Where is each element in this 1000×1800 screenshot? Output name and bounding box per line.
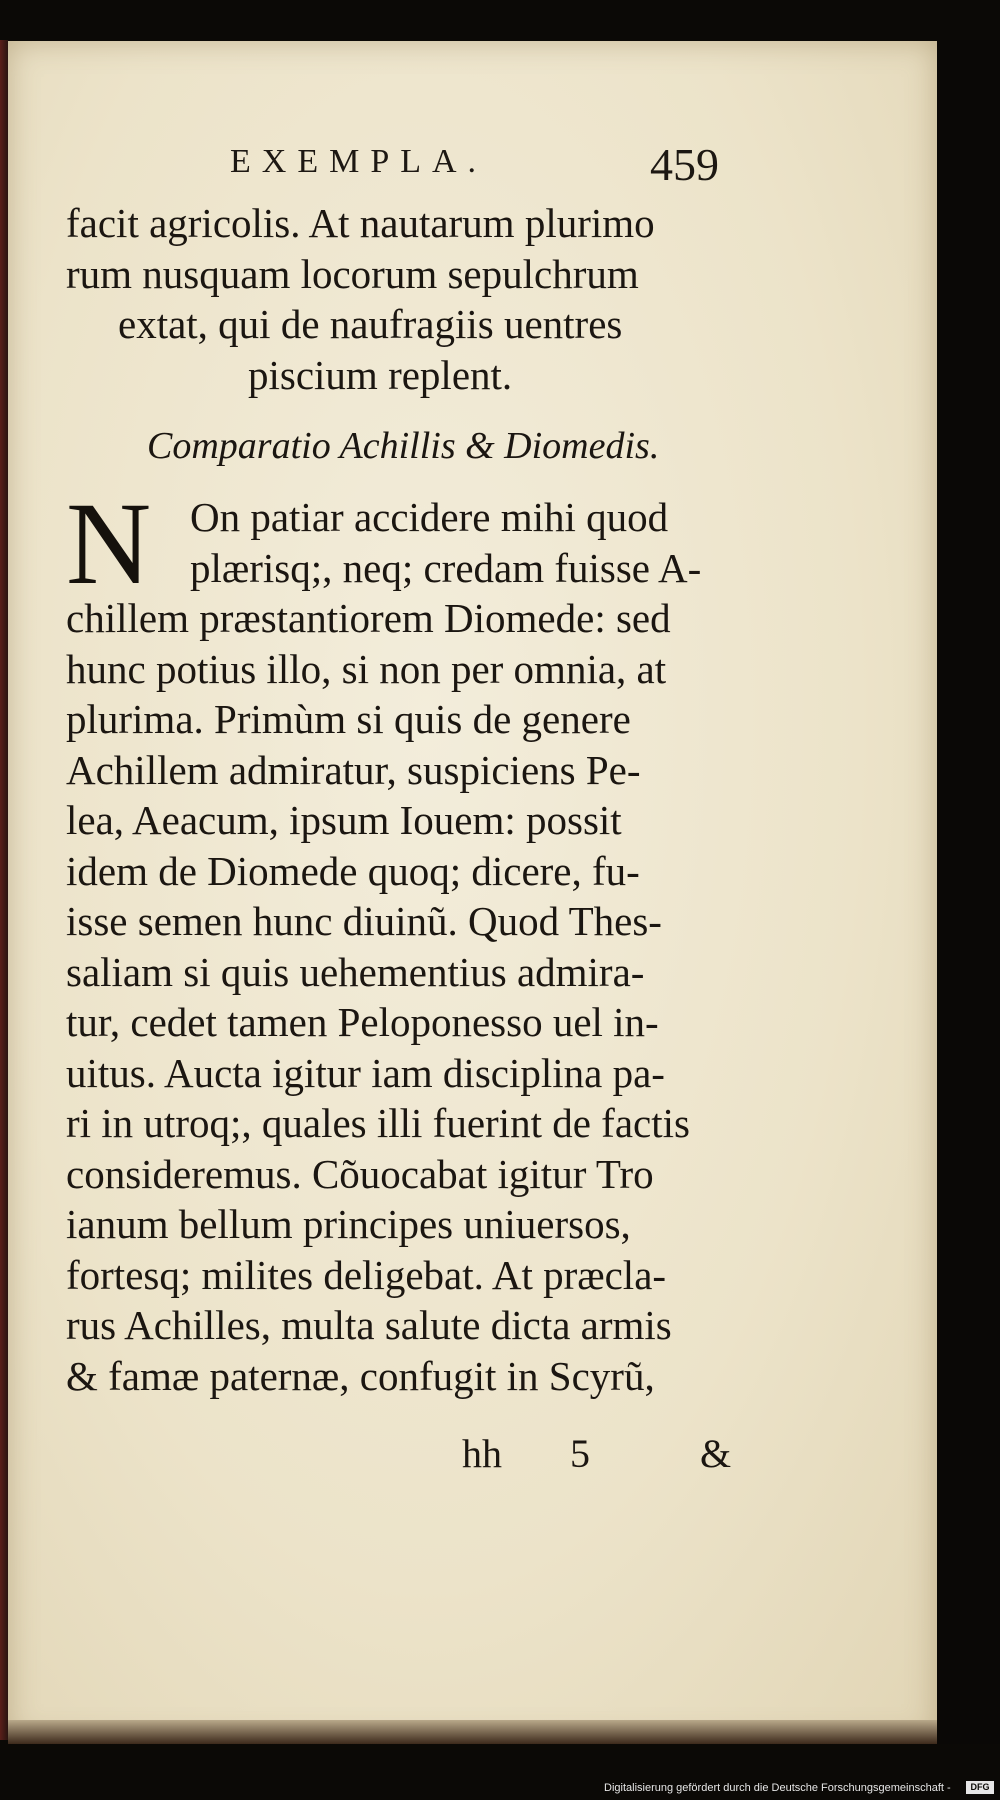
text-line: & famæ paternæ, confugit in Scyrũ, [66, 1352, 655, 1399]
text-line: piscium replent. [248, 351, 513, 398]
page-number: 459 [650, 139, 719, 190]
text-line: extat, qui de naufragiis uentres [118, 301, 623, 347]
book-spine [0, 40, 8, 1740]
signature-number: 5 [570, 1431, 590, 1476]
continuation-text [66, 198, 746, 400]
drop-cap: N [66, 478, 152, 609]
text-line: idem de Diomede quoq; dicere, fu- [66, 847, 640, 894]
text-line: chillem præstantiorem Diomede: sed [66, 595, 671, 641]
text-line: saliam si quis uehementius admira- [66, 948, 645, 995]
text-line: ri in utroq;, quales illi fuerint de factis [66, 1100, 690, 1146]
text-line: On patiar accidere mihi quod [190, 494, 669, 540]
text-line: uitus. Aucta igitur iam disciplina pa- [66, 1049, 665, 1096]
text-line: ianum bellum principes uniuersos, [66, 1201, 631, 1247]
text-line: isse semen hunc diuinũ. Quod Thes- [66, 898, 662, 944]
paragraph [66, 478, 756, 1401]
text-line: fortesq; milites deligebat. At præcla- [66, 1251, 667, 1298]
catchword: & [700, 1431, 732, 1476]
section-heading: Comparatio Achillis & Diomedis. [147, 425, 660, 467]
running-head: EXEMPLA. [230, 143, 488, 180]
text-line: rus Achilles, multa salute dicta armis [66, 1302, 672, 1348]
text-line: lea, Aeacum, ipsum Iouem: possit [66, 797, 622, 843]
digitization-credit: Digitalisierung gefördert durch die Deutsche Forschungsgemeinschaft - [604, 1782, 951, 1794]
text-line: plærisq;, neq; credam fuisse A- [190, 544, 702, 591]
page-bottom-edge [8, 1720, 937, 1744]
signature-mark: hh [462, 1431, 502, 1476]
text-line: consideremus. Cõuocabat igitur Tro [66, 1150, 654, 1197]
text-line: plurima. Primùm si quis de genere [66, 696, 631, 742]
text-line: tur, cedet tamen Peloponesso uel in- [66, 999, 659, 1045]
text-line: rum nusquam locorum sepulchrum [66, 250, 639, 297]
text-line: hunc potius illo, si non per omnia, at [66, 645, 667, 692]
text-line: facit agricolis. At nautarum plurimo [66, 200, 655, 246]
text-line: Achillem admiratur, suspiciens Pe- [66, 746, 641, 793]
background-strip [937, 40, 1000, 1744]
dfg-logo: DFG [966, 1781, 994, 1794]
